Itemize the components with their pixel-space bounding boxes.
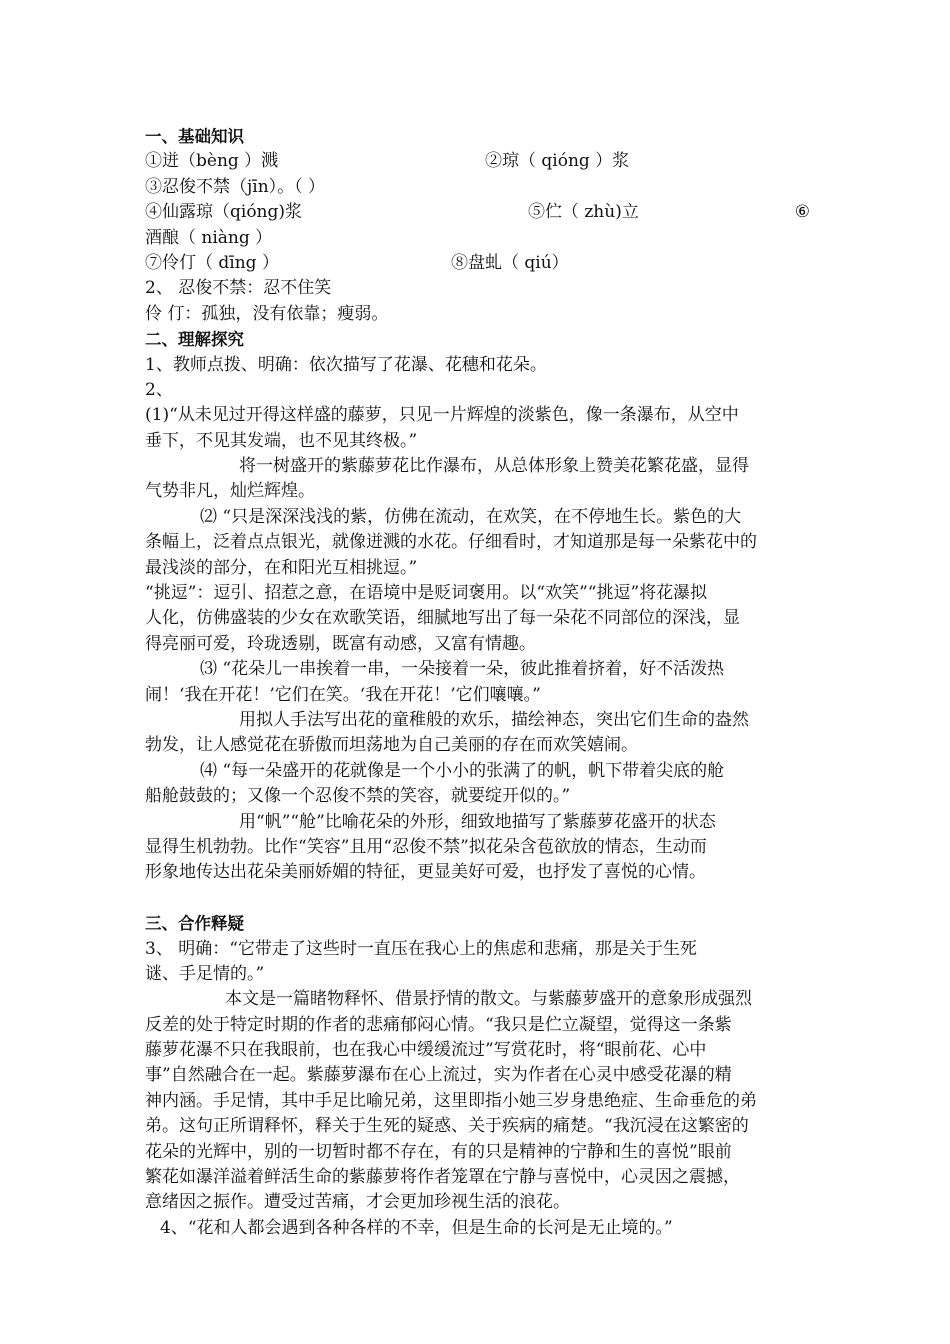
quote-line: 最浅淡的部分，在和阳光互相挑逗。” [145, 557, 418, 578]
analysis-line: “挑逗”：逗引、招惹之意，在语境中是贬词褒用。以“欢笑”“挑逗”将花瀑拟 [145, 583, 708, 604]
quote-line: 闹！‘我在开花！’它们在笑。‘我在开花！’它们嚷嚷。” [145, 684, 541, 705]
answer-line: 3、 明确：“它带走了这些时一直压在我心上的焦虑和悲痛，那是关于生死 [145, 938, 697, 959]
answer-line: 谜、手足情的。” [145, 963, 265, 984]
section-heading-basics: 一、基础知识 [145, 127, 244, 146]
analysis-line: 花朵的光辉中，别的一切暂时都不存在，有的只是精神的宁静和生的喜悦”眼前 [145, 1141, 732, 1162]
analysis-line: 弟。这句正所谓释怀，释关于生死的疑惑、关于疾病的痛楚。“我沉浸在这繁密的 [145, 1116, 749, 1137]
question-line: 4、“花和人都会遇到各种各样的不幸，但是生命的长河是无止境的。” [160, 1217, 673, 1238]
document-page [145, 124, 810, 1241]
vocab-line-4: 酒酿（ niàng ） [145, 227, 273, 248]
blank-line [145, 886, 810, 911]
vocab-item-2: ②琼（ qióng ）浆 [485, 151, 630, 172]
analysis-line: 人化，仿佛盛装的少女在欢歌笑语，细腻地写出了每一朵花不同部位的深浅，显 [145, 608, 740, 629]
analysis-line: 得亮丽可爱，玲珑透剔，既富有动感，又富有情趣。 [145, 633, 536, 654]
vocab-item-8: ⑧盘虬（ qiú） [451, 252, 569, 273]
vocab-item-7: ⑦伶仃（ dīng ） [145, 252, 279, 273]
analysis-line: 用“帆”“舱”比喻花朵的外形，细致地描写了紫藤萝花盛开的状态 [239, 811, 716, 832]
analysis-line: 气势非凡，灿烂辉煌。 [145, 481, 315, 502]
vocab-item-5: ⑤伫（ zhù)立 [527, 202, 639, 223]
analysis-line: 事”自然融合在一起。紫藤萝瀑布在心上流过，实为作者在心灵中感受花瀑的精 [145, 1065, 732, 1086]
definition-line-2: 伶 仃：孤独，没有依靠；瘦弱。 [145, 303, 389, 324]
text-line: 2、 [145, 379, 173, 400]
vocab-item-4: ④仙露琼（qióng)浆 [145, 202, 303, 223]
text-line: 1、教师点拨、明确：依次描写了花瀑、花穗和花朵。 [145, 354, 547, 375]
analysis-line: 用拟人手法写出花的童稚般的欢乐，描绘神态，突出它们生命的盎然 [239, 709, 749, 730]
analysis-line: 神内涵。手足情，其中手足比喻兄弟，这里即指小她三岁身患绝症、生命垂危的弟 [145, 1090, 757, 1111]
analysis-line: 显得生机勃勃。比作“笑容”且用“忍俊不禁”拟花朵含苞欲放的情态，生动而 [145, 836, 707, 857]
quote-line: ⑷ “每一朵盛开的花就像是一个小小的张满了的帆，帆下带着尖底的舱 [200, 760, 725, 781]
quote-line: ⑵ “只是深深浅浅的紫，仿佛在流动，在欢笑，在不停地生长。紫色的大 [200, 506, 742, 527]
analysis-line: 将一树盛开的紫藤萝花比作瀑布，从总体形象上赞美花繁花盛，显得 [239, 456, 749, 477]
quote-line: 条幅上，泛着点点银光，就像迸溅的水花。仔细看时，才知道那是每一朵紫花中的 [145, 532, 757, 553]
vocab-line-2: ③忍俊不禁（jīn）。（ ） [145, 176, 326, 197]
analysis-line: 繁花如瀑洋溢着鲜活生命的紫藤萝将作者笼罩在宁静与喜悦中，心灵因之震撼， [145, 1167, 740, 1188]
quote-line: 船舱鼓鼓的；又像一个忍俊不禁的笑容，就要绽开似的。” [145, 786, 571, 807]
analysis-line: 本文是一篇睹物释怀、借景抒情的散文。与紫藤萝盛开的意象形成强烈 [225, 989, 752, 1010]
definition-line-1: 2、 忍俊不禁：忍不住笑 [145, 278, 332, 299]
vocab-line-1 [145, 149, 810, 174]
analysis-line: 反差的处于特定时期的作者的悲痛郁闷心情。“我只是伫立凝望，觉得这一条紫 [145, 1014, 732, 1035]
vocab-line-5 [145, 251, 810, 276]
analysis-line: 形象地传达出花朵美丽娇媚的特征，更显美好可爱，也抒发了喜悦的心情。 [145, 862, 706, 883]
vocab-line-3 [145, 200, 810, 225]
vocab-item-6-number: ⑥ [794, 202, 810, 223]
quote-line: ⑶ “花朵儿一串挨着一串，一朵接着一朵，彼此推着挤着，好不活泼热 [200, 659, 725, 680]
vocab-item-1: ①迸（bèng ）溅 [145, 151, 279, 172]
analysis-line: 藤萝花瀑不只在我眼前，也在我心中缓缓流过”写赏花时，将“眼前花、心中 [145, 1040, 707, 1061]
analysis-line: 勃发，让人感觉花在骄傲而坦荡地为自己美丽的存在而欢笑嬉闹。 [145, 735, 638, 756]
section-heading-cooperation: 三、合作释疑 [145, 914, 244, 934]
text-line: 垂下，不见其发端，也不见其终极。” [145, 430, 418, 451]
text-line: (1)“从未见过开得这样盛的藤萝，只见一片辉煌的淡紫色，像一条瀑布，从空中 [145, 405, 739, 426]
section-heading-understanding: 二、理解探究 [145, 330, 244, 350]
analysis-line: 意绪因之振作。遭受过苦痛，才会更加珍视生活的浪花。 [145, 1192, 570, 1213]
